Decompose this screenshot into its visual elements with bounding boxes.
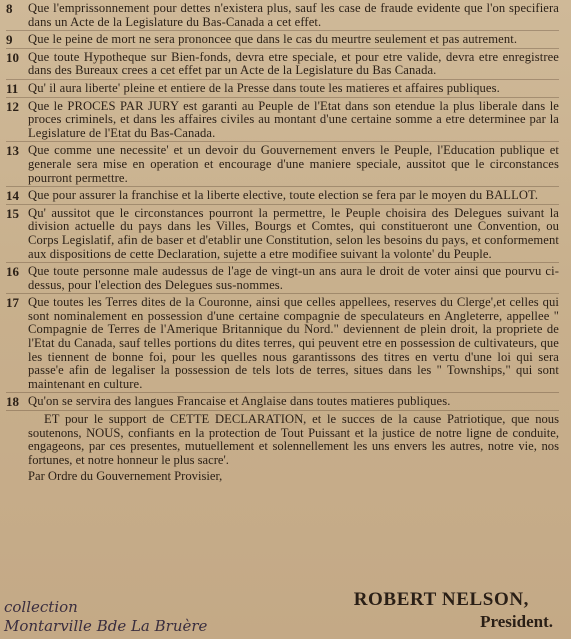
handwritten-note-line1: collection <box>4 598 78 616</box>
article-text: Que pour assurer la franchise et la liberte elective, toute election se fera par le moyen du BALLOT. <box>28 188 539 203</box>
article-11 <box>6 82 559 98</box>
article-number: 13 <box>6 143 19 159</box>
article-number: 16 <box>6 264 19 280</box>
article-text: Que comme une necessite' et un devoir du Gouvernement envers le Peuple, l'Education publique et generale sera mise en operation et encourage d'une maniere speciale, aussitot que le circonstances pourront permettre. <box>28 143 559 185</box>
article-10 <box>6 51 559 80</box>
article-list <box>6 2 559 411</box>
article-number: 8 <box>6 1 13 16</box>
article-16 <box>6 265 559 294</box>
article-8 <box>6 2 559 31</box>
article-number: 15 <box>6 205 19 221</box>
article-number: 18 <box>6 394 19 410</box>
article-9 <box>6 33 559 49</box>
article-14 <box>6 189 559 205</box>
article-12 <box>6 100 559 143</box>
signature-title: President. <box>480 612 553 631</box>
article-18 <box>6 395 559 411</box>
article-number: 17 <box>6 295 19 311</box>
article-text: Que toutes les Terres dites de la Couronne, ainsi que celles appellees, reserves du Clerge',et celles qui sont nominalement en possession d'une certaine compagnie de speculateurs en Angleterre, appellee " Compagnie de Terres de l'Amerique Britannique du Nord." deviennent de plein droit, la propriete de l'Etat du Canada, sauf telles portions du dites terres, qui peuvent etre en possession de cultivateurs, que les tiennent de bonne foi, pour les quelles nous garantissons des titres en vertu d'une loi qui sera passe'e afin de legaliser la possession de tels lots de terres, situes dans les " Townships," qui sont maintenant en culture. <box>28 295 559 391</box>
article-text: Que l'emprissonnement pour dettes n'existera plus, sauf les case de fraude evidente que l'on specifiera dans un Acte de la Legislature du Bas-Canada a cet effet. <box>28 1 559 29</box>
article-text: Que le peine de mort ne sera prononcee que dans le cas du meurtre seulement et pas autrement. <box>28 32 518 47</box>
article-15 <box>6 207 559 263</box>
closing-text: ET pour le support de CETTE DECLARATION, et le succes de la cause Patriotique, que nous soutenons, NOUS, confiants en la protection de Tout Puissant et la justice de notre ligne de conduite, engageons, par ces presentes, mutuellement et solennellement les uns envers les autres, notre vie, nos fortunes, et notre honneur le plus sacre'. <box>28 412 559 467</box>
article-text: Que toute Hypotheque sur Bien-fonds, devra etre speciale, et pour etre valide, devra etre enregistree dans des Bureaux crees a cet effet par un Acte de la Legislature du Bas Canada. <box>28 49 559 78</box>
article-text: Qu'on se servira des langues Francaise et Anglaise dans toutes matieres publiques. <box>28 394 451 409</box>
article-17 <box>6 296 559 393</box>
handwritten-note-line2: Montarville Bde La Bruère <box>4 617 208 635</box>
article-text: Qu' il aura liberte' pleine et entiere de la Presse dans toute les matieres et affaires publiques. <box>28 80 500 95</box>
closing-paragraph <box>6 413 559 467</box>
article-text: Qu' aussitot que le circonstances pourront la permettre, le Peuple choisira des Delegues suivant la division actuelle du pays dans les Villes, Bourgs et Comtes, qui constitueront une Convention, ou Corps Legislatif, afin de baser et d'etablir une Constitution, selon les besoins du pays, et conformement aux dispositions de cette Declaration, sujette a etre modifiee suivant la volonte' du Peuple. <box>28 205 559 261</box>
order-line: Par Ordre du Gouvernement Provisier, <box>28 469 223 484</box>
article-text: Que le PROCES PAR JURY est garanti au Peuple de l'Etat dans son etendue la plus liberale dans le proces criminels, et dans les affaires civiles au montant d'une certaine somme a etre determinee par la Legislature de l'Etat du Bas-Canada. <box>28 98 559 140</box>
article-number: 11 <box>6 80 19 96</box>
article-number: 12 <box>6 98 19 114</box>
article-text: Que toute personne male audessus de l'age de vingt-un ans aura le droit de voter ainsi que pourvu ci-dessus, pour l'election des Delegues sus-nommes. <box>28 264 559 292</box>
article-number: 10 <box>6 49 19 65</box>
article-13 <box>6 144 559 187</box>
article-number: 9 <box>6 32 13 48</box>
signature-name: ROBERT NELSON, <box>353 589 529 610</box>
article-number: 14 <box>6 188 19 204</box>
